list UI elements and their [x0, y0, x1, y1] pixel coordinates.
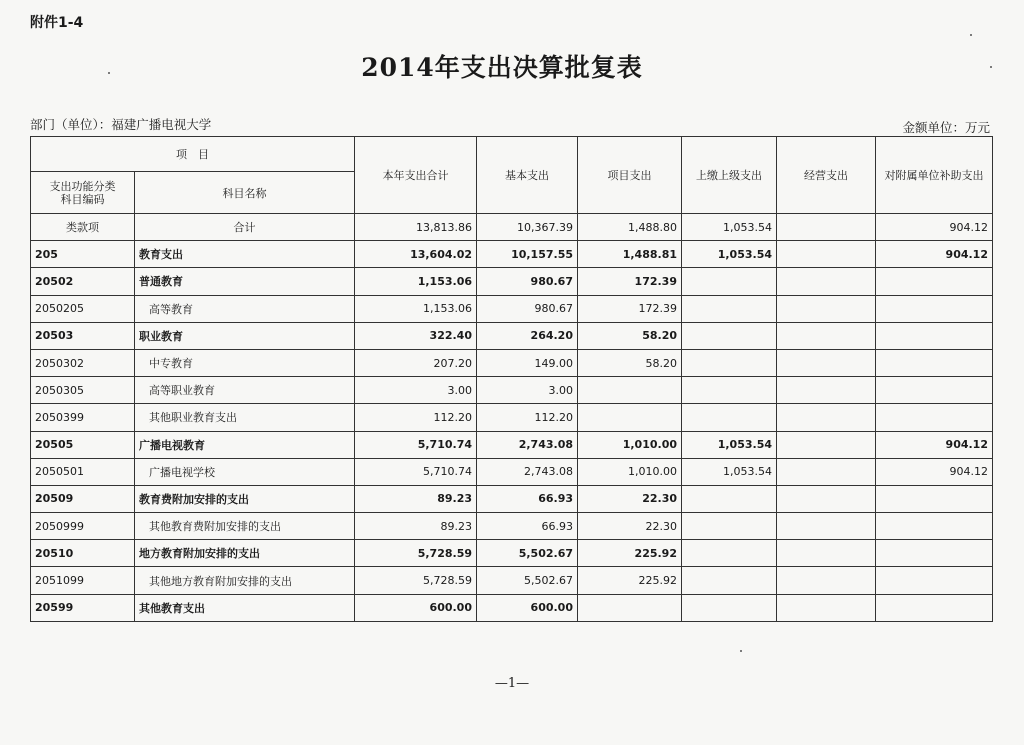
table-row: [31, 540, 993, 567]
total-row: [31, 214, 993, 241]
cell-name: 广播电视教育: [135, 431, 355, 458]
cell-basic: 10,157.55: [477, 241, 578, 268]
cell-superior: [682, 540, 777, 567]
header-total: 本年支出合计: [355, 137, 477, 214]
category-label: 类款项: [31, 214, 135, 241]
header-item: 项 目: [31, 137, 355, 172]
cell-subsidy: [876, 594, 993, 621]
table-row: [31, 485, 993, 512]
cell-code: 2050501: [31, 458, 135, 485]
cell-name: 职业教育: [135, 322, 355, 349]
cell-code: 2050205: [31, 295, 135, 322]
cell-total: 322.40: [355, 322, 477, 349]
table-row: [31, 458, 993, 485]
cell-name: 高等职业教育: [135, 377, 355, 404]
cell-total: 1,153.06: [355, 268, 477, 295]
cell-project: 172.39: [578, 295, 682, 322]
total-subsidy: 904.12: [876, 214, 993, 241]
header-code: 支出功能分类 科目编码: [31, 172, 135, 214]
header-subsidy: 对附属单位补助支出: [876, 137, 993, 214]
cell-superior: [682, 404, 777, 431]
cell-basic: 264.20: [477, 322, 578, 349]
cell-business: [777, 322, 876, 349]
cell-name: 教育费附加安排的支出: [135, 485, 355, 512]
total-label: 合计: [135, 214, 355, 241]
cell-code: 2050399: [31, 404, 135, 431]
cell-business: [777, 567, 876, 594]
cell-name: 教育支出: [135, 241, 355, 268]
cell-total: 5,728.59: [355, 567, 477, 594]
cell-project: [578, 377, 682, 404]
cell-project: 22.30: [578, 513, 682, 540]
scan-speck: [740, 650, 742, 652]
total-basic: 10,367.39: [477, 214, 578, 241]
cell-project: 1,488.81: [578, 241, 682, 268]
cell-business: [777, 404, 876, 431]
cell-subsidy: [876, 404, 993, 431]
total-business: [777, 214, 876, 241]
table-row: [31, 268, 993, 295]
cell-basic: 3.00: [477, 377, 578, 404]
cell-project: 225.92: [578, 540, 682, 567]
cell-business: [777, 485, 876, 512]
cell-code: 20505: [31, 431, 135, 458]
expenditure-table: [30, 136, 993, 622]
header-superior: 上缴上级支出: [682, 137, 777, 214]
scan-speck: [108, 72, 110, 74]
table-row: [31, 377, 993, 404]
scan-speck: [970, 34, 972, 36]
cell-name: 其他职业教育支出: [135, 404, 355, 431]
cell-name: 中专教育: [135, 349, 355, 376]
cell-name: 其他教育支出: [135, 594, 355, 621]
cell-project: 22.30: [578, 485, 682, 512]
header-row: [31, 137, 993, 172]
header-basic: 基本支出: [477, 137, 578, 214]
cell-total: 89.23: [355, 485, 477, 512]
cell-subsidy: [876, 540, 993, 567]
cell-superior: [682, 268, 777, 295]
cell-project: 58.20: [578, 349, 682, 376]
cell-total: 5,728.59: [355, 540, 477, 567]
table-row: [31, 404, 993, 431]
cell-name: 广播电视学校: [135, 458, 355, 485]
cell-subsidy: [876, 349, 993, 376]
cell-basic: 600.00: [477, 594, 578, 621]
amount-unit-label: 金额单位：万元: [902, 120, 990, 135]
cell-total: 207.20: [355, 349, 477, 376]
cell-basic: 66.93: [477, 485, 578, 512]
cell-superior: [682, 377, 777, 404]
cell-code: 2051099: [31, 567, 135, 594]
cell-subsidy: 904.12: [876, 458, 993, 485]
table-body: [31, 137, 993, 622]
cell-total: 600.00: [355, 594, 477, 621]
cell-total: 5,710.74: [355, 458, 477, 485]
cell-code: 20599: [31, 594, 135, 621]
total-total: 13,813.86: [355, 214, 477, 241]
cell-name: 普通教育: [135, 268, 355, 295]
cell-superior: [682, 594, 777, 621]
cell-business: [777, 268, 876, 295]
cell-basic: 112.20: [477, 404, 578, 431]
cell-basic: 980.67: [477, 268, 578, 295]
cell-subsidy: [876, 485, 993, 512]
cell-business: [777, 295, 876, 322]
cell-code: 20502: [31, 268, 135, 295]
table-row: [31, 431, 993, 458]
cell-project: 58.20: [578, 322, 682, 349]
cell-total: 13,604.02: [355, 241, 477, 268]
cell-basic: 5,502.67: [477, 567, 578, 594]
cell-superior: [682, 295, 777, 322]
department-label: 部门（单位）：福建广播电视大学: [30, 117, 212, 132]
total-project: 1,488.80: [578, 214, 682, 241]
cell-superior: [682, 349, 777, 376]
cell-total: 3.00: [355, 377, 477, 404]
attachment-label: 附件1-4: [30, 15, 84, 31]
cell-business: [777, 431, 876, 458]
scan-speck: [990, 66, 992, 68]
cell-code: 2050302: [31, 349, 135, 376]
cell-project: 1,010.00: [578, 458, 682, 485]
cell-project: 225.92: [578, 567, 682, 594]
cell-code: 2050999: [31, 513, 135, 540]
header-business: 经营支出: [777, 137, 876, 214]
header-subject-name: 科目名称: [135, 172, 355, 214]
cell-subsidy: [876, 377, 993, 404]
cell-total: 1,153.06: [355, 295, 477, 322]
table-row: [31, 322, 993, 349]
cell-subsidy: [876, 295, 993, 322]
cell-subsidy: [876, 567, 993, 594]
cell-business: [777, 513, 876, 540]
cell-subsidy: 904.12: [876, 431, 993, 458]
cell-project: 172.39: [578, 268, 682, 295]
cell-superior: [682, 485, 777, 512]
cell-project: 1,010.00: [578, 431, 682, 458]
table-row: [31, 241, 993, 268]
table-row: [31, 349, 993, 376]
cell-name: 其他地方教育附加安排的支出: [135, 567, 355, 594]
cell-superior: 1,053.54: [682, 458, 777, 485]
cell-total: 5,710.74: [355, 431, 477, 458]
cell-business: [777, 458, 876, 485]
cell-business: [777, 377, 876, 404]
total-superior: 1,053.54: [682, 214, 777, 241]
cell-basic: 2,743.08: [477, 458, 578, 485]
cell-code: 20510: [31, 540, 135, 567]
header-project: 项目支出: [578, 137, 682, 214]
cell-superior: [682, 322, 777, 349]
table-row: [31, 295, 993, 322]
cell-project: [578, 594, 682, 621]
cell-total: 112.20: [355, 404, 477, 431]
cell-subsidy: 904.12: [876, 241, 993, 268]
cell-code: 205: [31, 241, 135, 268]
cell-basic: 66.93: [477, 513, 578, 540]
cell-business: [777, 594, 876, 621]
cell-business: [777, 349, 876, 376]
table-row: [31, 513, 993, 540]
page-number: —1—: [494, 676, 530, 691]
cell-basic: 2,743.08: [477, 431, 578, 458]
cell-superior: 1,053.54: [682, 431, 777, 458]
page-title: 2014年支出决算批复表: [361, 53, 643, 82]
cell-basic: 149.00: [477, 349, 578, 376]
cell-code: 20509: [31, 485, 135, 512]
cell-basic: 5,502.67: [477, 540, 578, 567]
cell-superior: [682, 513, 777, 540]
cell-business: [777, 241, 876, 268]
cell-basic: 980.67: [477, 295, 578, 322]
cell-total: 89.23: [355, 513, 477, 540]
cell-name: 其他教育费附加安排的支出: [135, 513, 355, 540]
cell-name: 高等教育: [135, 295, 355, 322]
cell-code: 20503: [31, 322, 135, 349]
cell-subsidy: [876, 268, 993, 295]
cell-project: [578, 404, 682, 431]
cell-superior: 1,053.54: [682, 241, 777, 268]
cell-code: 2050305: [31, 377, 135, 404]
cell-subsidy: [876, 513, 993, 540]
cell-superior: [682, 567, 777, 594]
table-row: [31, 567, 993, 594]
cell-name: 地方教育附加安排的支出: [135, 540, 355, 567]
table-row: [31, 594, 993, 621]
cell-subsidy: [876, 322, 993, 349]
cell-business: [777, 540, 876, 567]
